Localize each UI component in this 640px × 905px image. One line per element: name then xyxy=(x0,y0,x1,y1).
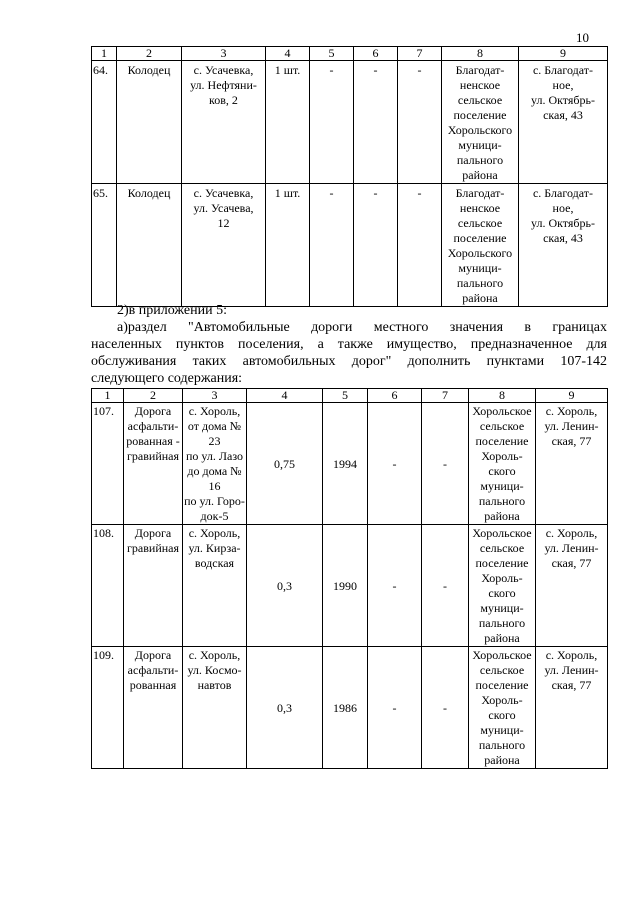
object-name: Колодец xyxy=(117,61,182,184)
row-number: 64. xyxy=(92,61,117,184)
cell-col6: - xyxy=(368,525,422,647)
header-cell: 1 xyxy=(92,47,117,61)
header-cell: 6 xyxy=(354,47,398,61)
cell-col6: - xyxy=(368,403,422,525)
paragraph-section-line-4: следующего содержания: xyxy=(91,371,243,386)
paragraph-appendix-5: 2)в приложении 5: xyxy=(117,303,227,318)
cell-col6: - xyxy=(368,647,422,769)
table-header-row xyxy=(92,389,608,403)
holder-address: с. Благодат- ное, ул. Октябрь- ская, 43 xyxy=(519,184,608,307)
object-quantity: 1 шт. xyxy=(266,61,310,184)
cell-col5: - xyxy=(310,184,354,307)
table-row xyxy=(92,647,608,769)
cell-col7: - xyxy=(422,403,469,525)
object-address: с. Усачевка, ул. Нефтяни- ков, 2 xyxy=(182,61,266,184)
paragraph-section-line-1 xyxy=(91,319,607,336)
cell-col7: - xyxy=(422,647,469,769)
cell-col5: - xyxy=(310,61,354,184)
row-number: 109. xyxy=(92,647,124,769)
table-row xyxy=(92,184,608,307)
holder-address: с. Хороль, ул. Ленин- ская, 77 xyxy=(536,525,608,647)
road-address: с. Хороль, от дома № 23 по ул. Лазо до дома № 16 по ул. Горо- док-5 xyxy=(184,404,245,523)
road-address: с. Хороль, ул. Космо- навтов xyxy=(183,647,247,769)
table-row xyxy=(92,61,608,184)
header-cell: 6 xyxy=(368,389,422,403)
header-cell: 4 xyxy=(266,47,310,61)
header-cell: 8 xyxy=(469,389,536,403)
header-cell: 8 xyxy=(442,47,519,61)
header-cell: 7 xyxy=(398,47,442,61)
table-roads xyxy=(91,388,608,769)
holder-address: с. Хороль, ул. Ленин- ская, 77 xyxy=(536,403,608,525)
row-number: 107. xyxy=(92,403,124,525)
paragraph-text: а)раздел "Автомобильные дороги местного значения в границах xyxy=(117,320,607,335)
header-cell: 4 xyxy=(247,389,323,403)
road-year: 1994 xyxy=(323,403,368,525)
row-number: 108. xyxy=(92,525,124,647)
object-address: с. Усачевка, ул. Усачева, 12 xyxy=(182,184,266,307)
road-year: 1986 xyxy=(323,647,368,769)
owner: Благодат- ненское сельское поселение Хорольского муници- пального района xyxy=(442,61,519,184)
paragraph-section-line-3: обслуживания таких автомобильных дорог" дополнить пунктами 107-142 xyxy=(91,354,607,369)
header-cell: 7 xyxy=(422,389,469,403)
holder-address: с. Хороль, ул. Ленин- ская, 77 xyxy=(536,647,608,769)
road-name: Дорога гравийная xyxy=(124,525,183,647)
object-name: Колодец xyxy=(117,184,182,307)
road-name: Дорога асфальти- рованная xyxy=(124,647,183,769)
header-cell: 5 xyxy=(310,47,354,61)
owner: Хорольское сельское поселение Хороль- ского муници- пального района xyxy=(469,525,536,647)
cell-col7: - xyxy=(398,61,442,184)
road-year: 1990 xyxy=(323,525,368,647)
table-header-row xyxy=(92,47,608,61)
header-cell: 1 xyxy=(92,389,124,403)
header-cell: 2 xyxy=(117,47,182,61)
paragraph-section-line-2: населенных пунктов поселения, а также имущество, предназначенное для xyxy=(91,337,607,352)
header-cell: 3 xyxy=(182,47,266,61)
road-length: 0,75 xyxy=(247,403,323,525)
table-water-objects xyxy=(91,46,608,307)
road-length: 0,3 xyxy=(247,647,323,769)
header-cell: 9 xyxy=(536,389,608,403)
road-name: Дорога асфальти- рованная - гравийная xyxy=(124,403,183,525)
object-quantity: 1 шт. xyxy=(266,184,310,307)
cell-col7: - xyxy=(398,184,442,307)
owner: Хорольское сельское поселение Хороль- ского муници- пального района xyxy=(469,403,536,525)
owner: Благодат- ненское сельское поселение Хорольского муници- пального района xyxy=(442,184,519,307)
owner: Хорольское сельское поселение Хороль- ского муници- пального района xyxy=(469,647,536,769)
header-cell: 5 xyxy=(323,389,368,403)
page-number: 10 xyxy=(576,30,589,45)
header-cell: 3 xyxy=(183,389,247,403)
road-address: с. Хороль, ул. Кирза- водская xyxy=(183,525,247,647)
row-number: 65. xyxy=(92,184,117,307)
table-row xyxy=(92,403,608,525)
cell-col7: - xyxy=(422,525,469,647)
header-cell: 2 xyxy=(124,389,183,403)
holder-address: с. Благодат- ное, ул. Октябрь- ская, 43 xyxy=(519,61,608,184)
road-length: 0,3 xyxy=(247,525,323,647)
cell-col6: - xyxy=(354,61,398,184)
cell-col6: - xyxy=(354,184,398,307)
header-cell: 9 xyxy=(519,47,608,61)
table-row xyxy=(92,525,608,647)
